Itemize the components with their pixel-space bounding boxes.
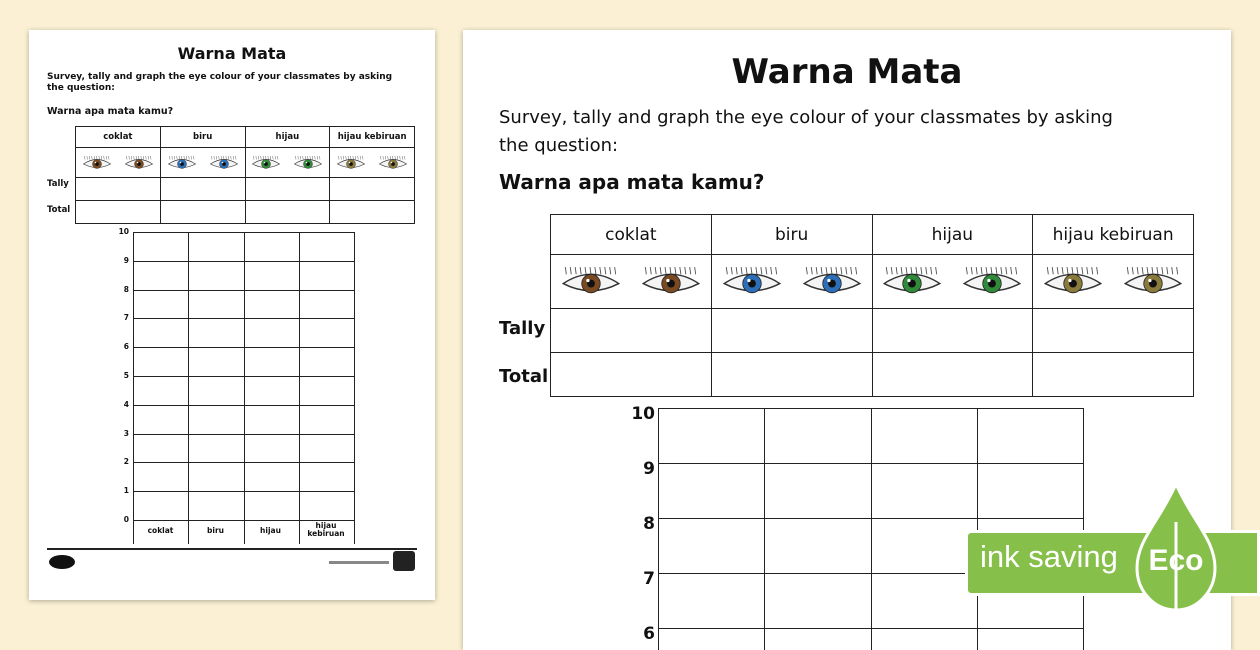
eye-icon — [640, 263, 702, 300]
eye-icon — [82, 154, 112, 172]
ink-saving-eco-badge — [965, 482, 1260, 630]
eye-icon — [209, 154, 239, 172]
eye-icon — [801, 263, 863, 300]
worksheet-question: Warna apa mata kamu? — [47, 106, 174, 117]
worksheet-title: Warna Mata — [731, 52, 963, 92]
tally-cell[interactable] — [711, 309, 872, 353]
tally-label: Tally — [47, 179, 69, 189]
x-category-label: hijau kebiruan — [307, 521, 345, 538]
eye-icon — [378, 154, 408, 172]
grid-vline — [188, 232, 189, 544]
colour-header: biru — [160, 127, 245, 148]
y-tick-label: 1 — [123, 486, 129, 496]
tally-cell[interactable] — [1033, 309, 1194, 353]
grid-hline — [133, 462, 354, 463]
tally-table — [75, 126, 415, 224]
grid-hline — [133, 347, 354, 348]
y-tick-label: 10 — [631, 404, 655, 424]
grid-vline — [299, 232, 300, 544]
eco-label: Eco — [1148, 544, 1204, 577]
y-tick-label: 8 — [643, 514, 655, 534]
footer-rule — [47, 548, 417, 550]
colour-header: coklat — [76, 127, 161, 148]
grid-vline — [764, 408, 765, 650]
colour-header: hijau kebiruan — [330, 127, 415, 148]
y-tick-label: 2 — [123, 457, 129, 467]
intro-line-2: the question: — [47, 83, 115, 93]
worksheet-question: Warna apa mata kamu? — [499, 170, 765, 194]
tally-cell[interactable] — [245, 178, 330, 201]
colour-header: hijau kebiruan — [1033, 215, 1194, 255]
total-cell[interactable] — [1033, 353, 1194, 397]
total-cell[interactable] — [160, 201, 245, 224]
eye-icon — [293, 154, 323, 172]
tally-cell[interactable] — [330, 178, 415, 201]
x-category-label: hijau — [260, 526, 281, 535]
total-cell[interactable] — [245, 201, 330, 224]
y-tick-label: 3 — [123, 428, 129, 438]
eye-cell — [711, 255, 872, 309]
eye-cell — [245, 148, 330, 178]
grid-hline — [133, 261, 354, 262]
worksheet-thumbnail — [29, 30, 435, 600]
y-tick-label: 6 — [123, 342, 129, 352]
tally-cell[interactable] — [76, 178, 161, 201]
worksheet-intro — [47, 72, 407, 94]
total-cell[interactable] — [872, 353, 1033, 397]
y-tick-label: 7 — [123, 313, 129, 323]
eye-icon — [1042, 263, 1104, 300]
colour-header: biru — [711, 215, 872, 255]
y-tick-label: 9 — [643, 459, 655, 479]
eye-icon — [124, 154, 154, 172]
worksheet-intro — [499, 104, 1159, 160]
eye-cell — [76, 148, 161, 178]
grid-vline — [133, 232, 134, 544]
intro-line-1: Survey, tally and graph the eye colour of your classmates by asking — [499, 107, 1113, 128]
y-tick-label: 10 — [118, 227, 129, 236]
y-tick-label: 5 — [123, 371, 129, 380]
y-tick-label: 6 — [643, 624, 655, 644]
intro-line-2: the question: — [499, 135, 619, 156]
total-label: Total — [499, 366, 549, 387]
eye-icon — [881, 263, 943, 300]
grid-hline — [133, 318, 354, 319]
colour-header: coklat — [551, 215, 712, 255]
tally-table — [550, 214, 1194, 397]
y-tick-label: 4 — [123, 399, 129, 409]
total-label: Total — [47, 205, 71, 215]
y-tick-label: 9 — [123, 255, 129, 265]
eye-cell — [872, 255, 1033, 309]
grid-vline — [244, 232, 245, 544]
grid-vline — [354, 232, 355, 544]
footer-url-mark — [329, 561, 389, 564]
eye-cell — [330, 148, 415, 178]
intro-line-1: Survey, tally and graph the eye colour of your classmates by asking — [47, 72, 393, 82]
eye-icon — [1122, 263, 1184, 300]
eye-cell — [1033, 255, 1194, 309]
total-cell[interactable] — [711, 353, 872, 397]
eye-icon — [560, 263, 622, 300]
total-cell[interactable] — [330, 201, 415, 224]
total-cell[interactable] — [551, 353, 712, 397]
colour-header: hijau — [245, 127, 330, 148]
grid-vline — [658, 408, 659, 650]
eye-cell — [551, 255, 712, 309]
eye-icon — [961, 263, 1023, 300]
colour-header: hijau — [872, 215, 1033, 255]
tally-cell[interactable] — [551, 309, 712, 353]
y-tick-label: 0 — [123, 515, 129, 524]
eye-cell — [160, 148, 245, 178]
grid-vline — [871, 408, 872, 650]
eye-icon — [336, 154, 366, 172]
grid-hline — [133, 434, 354, 435]
eye-icon — [721, 263, 783, 300]
y-tick-label: 8 — [123, 284, 129, 294]
grid-hline — [133, 405, 354, 406]
grid-hline — [133, 491, 354, 492]
y-tick-label: 7 — [643, 569, 655, 589]
grid-hline — [133, 376, 354, 377]
eye-icon — [167, 154, 197, 172]
publisher-logo — [49, 555, 75, 569]
x-category-label: coklat — [147, 526, 174, 535]
total-cell[interactable] — [76, 201, 161, 224]
grid-hline — [658, 463, 1083, 464]
tally-cell[interactable] — [160, 178, 245, 201]
x-category-label: biru — [207, 526, 224, 535]
footer-icon — [393, 551, 415, 571]
eye-icon — [251, 154, 281, 172]
tally-label: Tally — [499, 318, 546, 339]
eco-badge-text: ink saving — [980, 539, 1118, 574]
grid-hline — [658, 408, 1083, 409]
grid-hline — [133, 232, 354, 233]
tally-cell[interactable] — [872, 309, 1033, 353]
worksheet-title: Warna Mata — [177, 44, 287, 63]
bar-graph-grid — [133, 232, 354, 544]
grid-hline — [133, 290, 354, 291]
